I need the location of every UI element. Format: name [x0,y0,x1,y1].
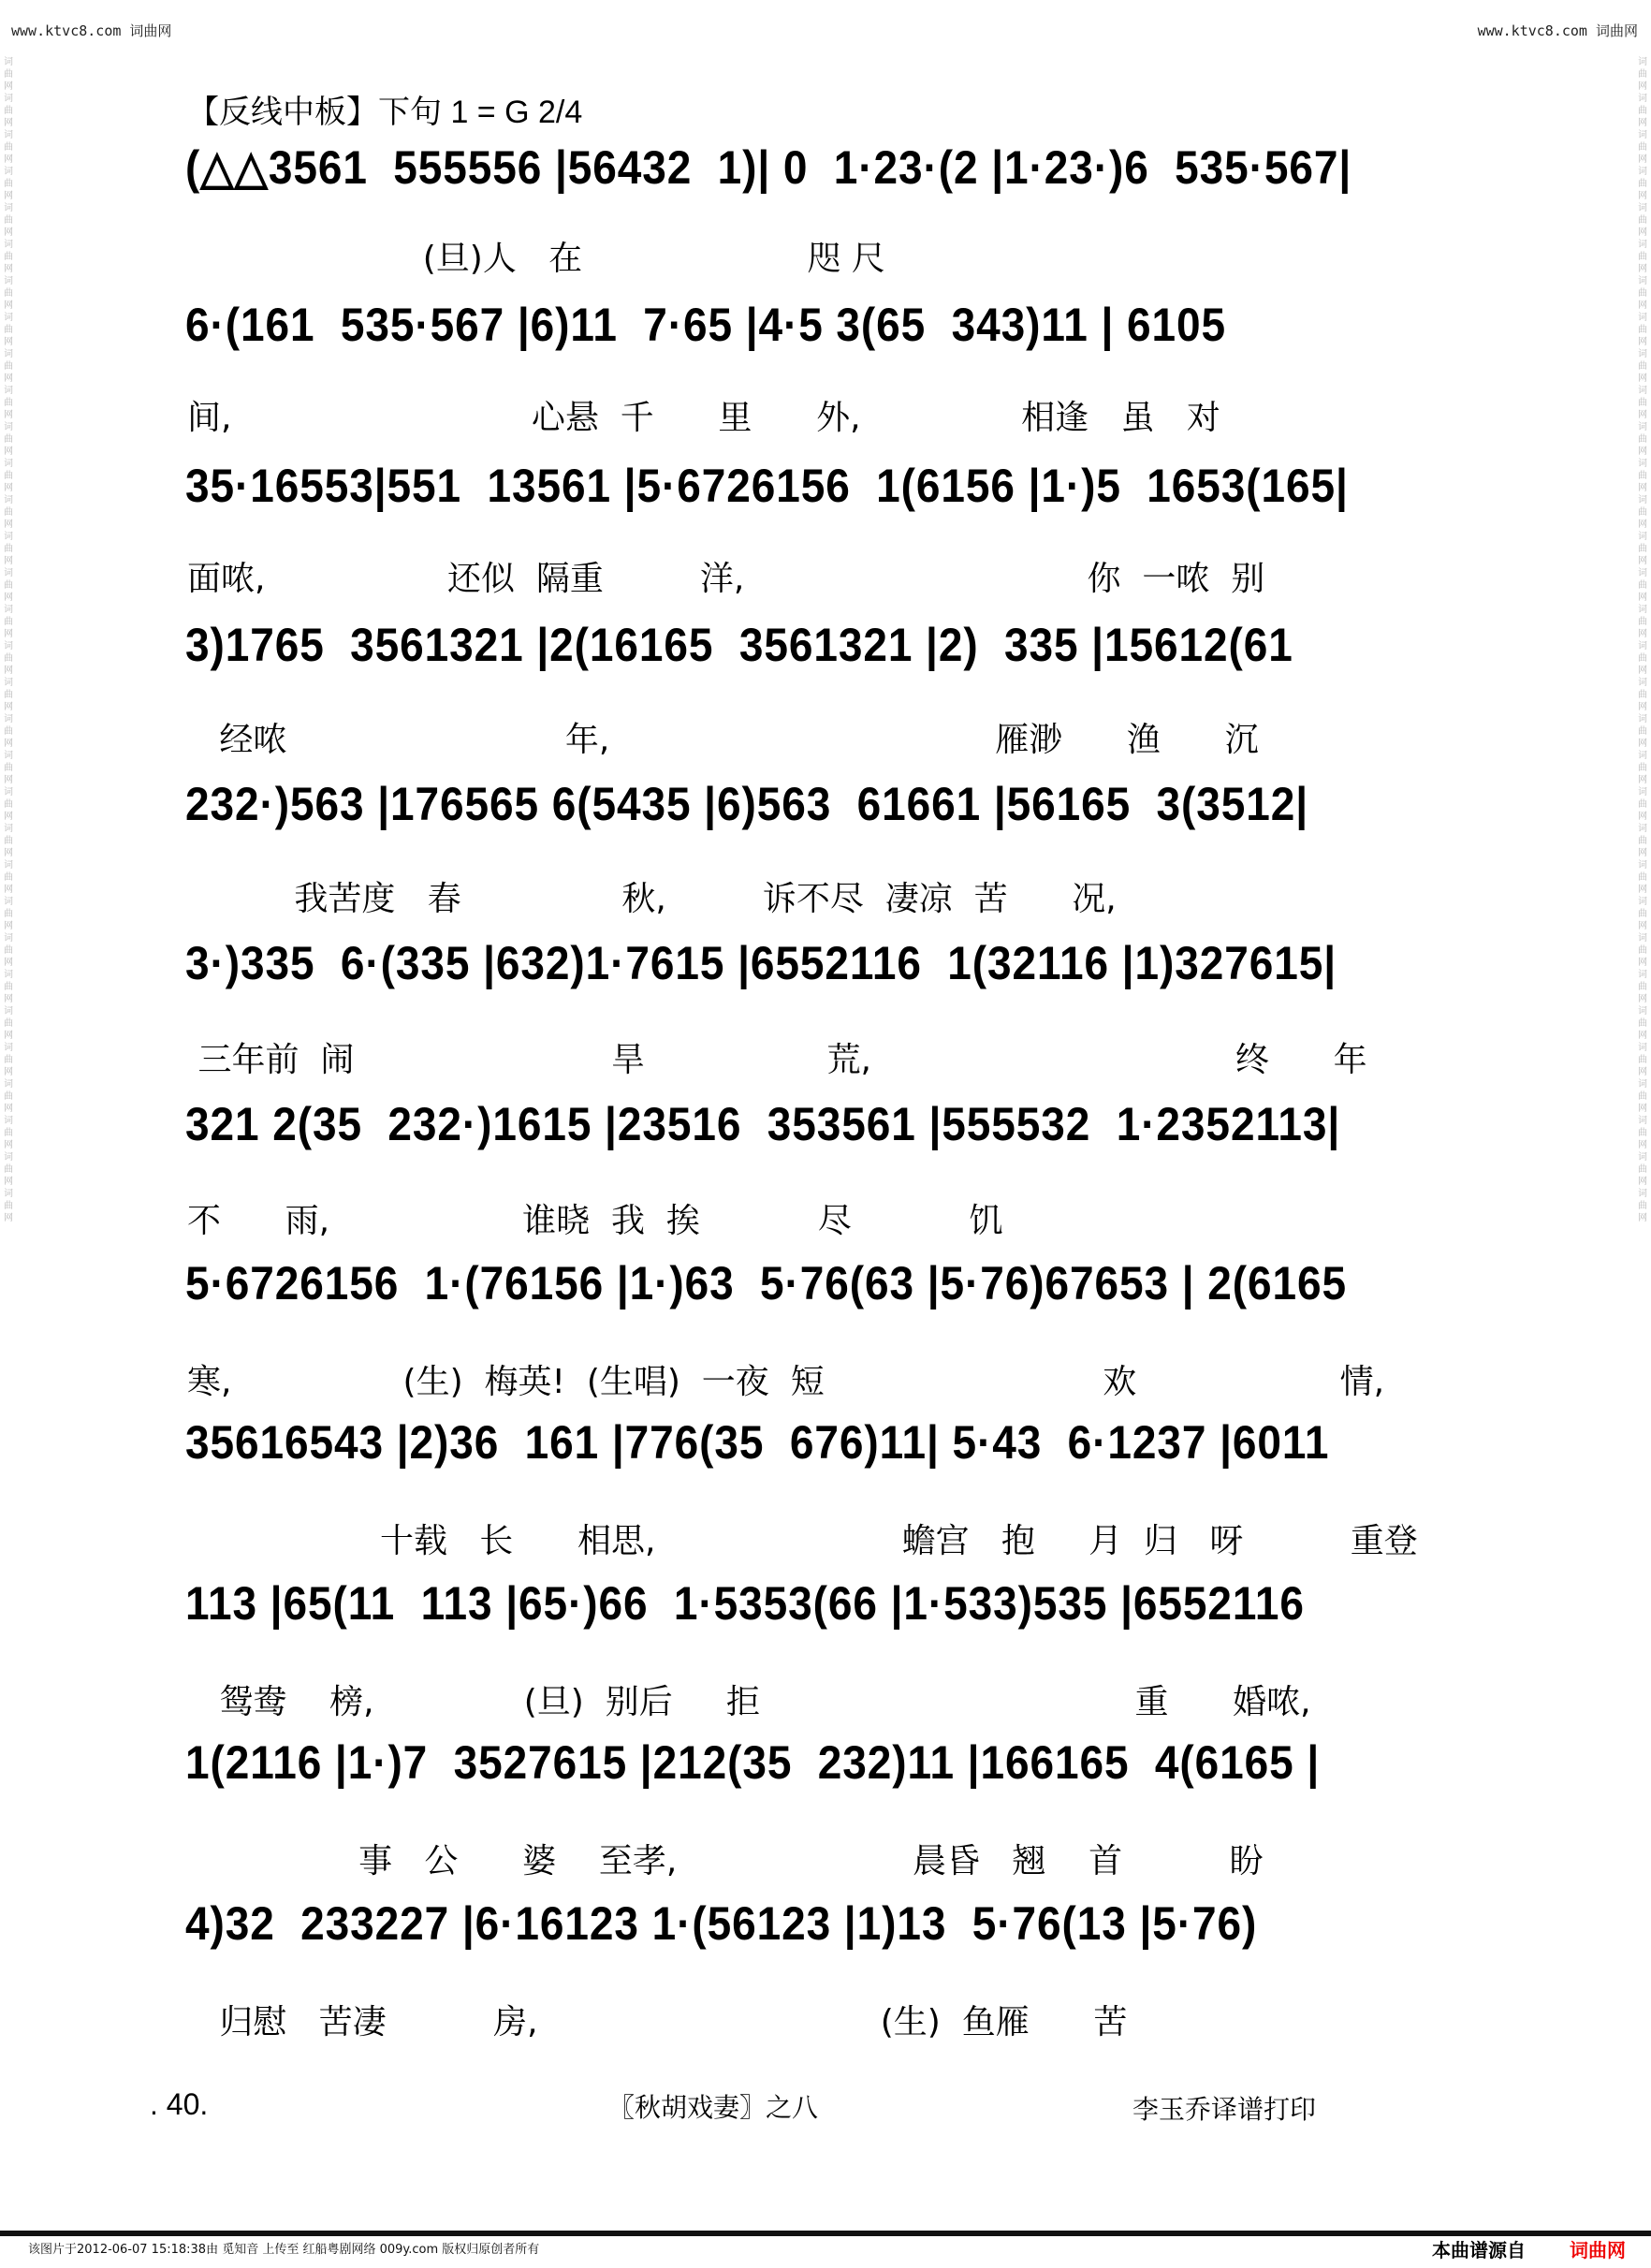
notation-row-11: 1(2116 |1·)7 3527615 |212(35 232)11 |166165 4(6165 | [185,1736,1321,1789]
side-watermark-left: 词曲网词曲网词曲网词曲网词曲网词曲网词曲网词曲网词曲网词曲网词曲网词曲网词曲网词曲网词曲网词曲网词曲网词曲网词曲网词曲网词曲网词曲网词曲网词曲网词曲网词曲网词曲网词曲网词曲网词曲网词曲网词曲网 [4,57,13,1223]
lyrics-row-4: 面哝, 还似 隔重 洋, 你 一哝 别 [187,560,1265,598]
lyrics-row-2: (旦)人 在 咫 尺 [187,240,885,278]
site-url-left[interactable]: www.ktvc8.com 词曲网 [11,22,172,39]
lyrics-row-8: 不 雨, 谁晓 我 挨 尽 饥 [187,1202,1003,1240]
notation-row-4: 3)1765 3561321 |2(16165 3561321 |2) 335 |15612(61 [185,619,1293,671]
lyrics-row-5: 经哝 年, 雁渺 渔 沉 [187,721,1259,759]
lyrics-row-11: 鸳鸯 榜, (旦) 别后 拒 重 婚哝, [187,1683,1311,1721]
score-header: 【反线中板】下句 1 = G 2/4 [187,95,583,130]
notation-row-9: 35616543 |2)36 161 |776(35 676)11| 5·43 6·1237 |6011 [185,1416,1330,1469]
notation-row-12: 4)32 233227 |6·16123 1·(56123 |1)13 5·76(13 |5·76) [185,1897,1258,1950]
site-url-right[interactable]: www.ktvc8.com 词曲网 [1477,22,1638,39]
notation-row-10: 113 |65(11 113 |65·)66 1·5353(66 |1·533)535 |6552116 [185,1577,1305,1630]
lyrics-row-3: 间, 心悬 千 里 外, 相逢 虽 对 [187,399,1220,437]
score-title: 〖秋胡戏妻〗之八 [608,2092,819,2123]
lyrics-row-10: 十载 长 相思, 蟾宫 抱 月 归 呀 重登 [187,1522,1418,1560]
lyrics-row-6: 我苦度 春 秋, 诉不尽 凄凉 苦 况, [187,880,1117,918]
notation-row-6: 3·)335 6·(335 |632)1·7615 |6552116 1(32116 |1)327615| [185,937,1337,989]
notation-row-3: 35·16553|551 13561 |5·6726156 1(6156 |1·)5 1653(165| [185,460,1349,512]
page-number: . 40. [150,2087,209,2121]
notation-row-1: (△△3561 555556 |56432 1)| 0 1·23·(2 |1·23·)6 535·567| [185,141,1352,194]
lyrics-row-12: 事 公 婆 至孝, 晨昏 翘 首 盼 [187,1842,1264,1880]
source-note [1432,2235,1626,2262]
lyrics-row-13: 归慰 苦凄 房, (生) 鱼雁 苦 [187,2003,1128,2041]
notation-row-8: 5·6726156 1·(76156 |1·)63 5·76(63 |5·76)67653 | 2(6165 [185,1257,1347,1310]
lyrics-row-9: 寒, (生) 梅英! (生唱) 一夜 短 欢 情, [187,1363,1385,1401]
notation-row-2: 6·(161 535·567 |6)11 7·65 |4·5 3(65 343)11 | 6105 [185,299,1227,351]
lyrics-row-7: 三年前 闹 旱 荒, 终 年 [187,1041,1367,1079]
notation-row-5: 232·)563 |176565 6(5435 |6)563 61661 |56165 3(3512| [185,778,1309,830]
source-label: 本曲谱源自 [1432,2239,1526,2261]
notation-row-7: 321 2(35 232·)1615 |23516 353561 |555532 1·2352113| [185,1098,1341,1150]
brand-link[interactable]: 词曲网 [1569,2239,1626,2261]
side-watermark-right: 词曲网词曲网词曲网词曲网词曲网词曲网词曲网词曲网词曲网词曲网词曲网词曲网词曲网词曲网词曲网词曲网词曲网词曲网词曲网词曲网词曲网词曲网词曲网词曲网词曲网词曲网词曲网词曲网词曲网词曲网词曲网词曲网 [1638,57,1647,1223]
upload-info: 该图片于2012-06-07 15:18:38由 觅知音 上传至 红船粤剧网络 009y.com 版权归原创者所有 [28,2243,540,2257]
transcriber-credit: 李玉乔译谱打印 [1132,2094,1317,2125]
